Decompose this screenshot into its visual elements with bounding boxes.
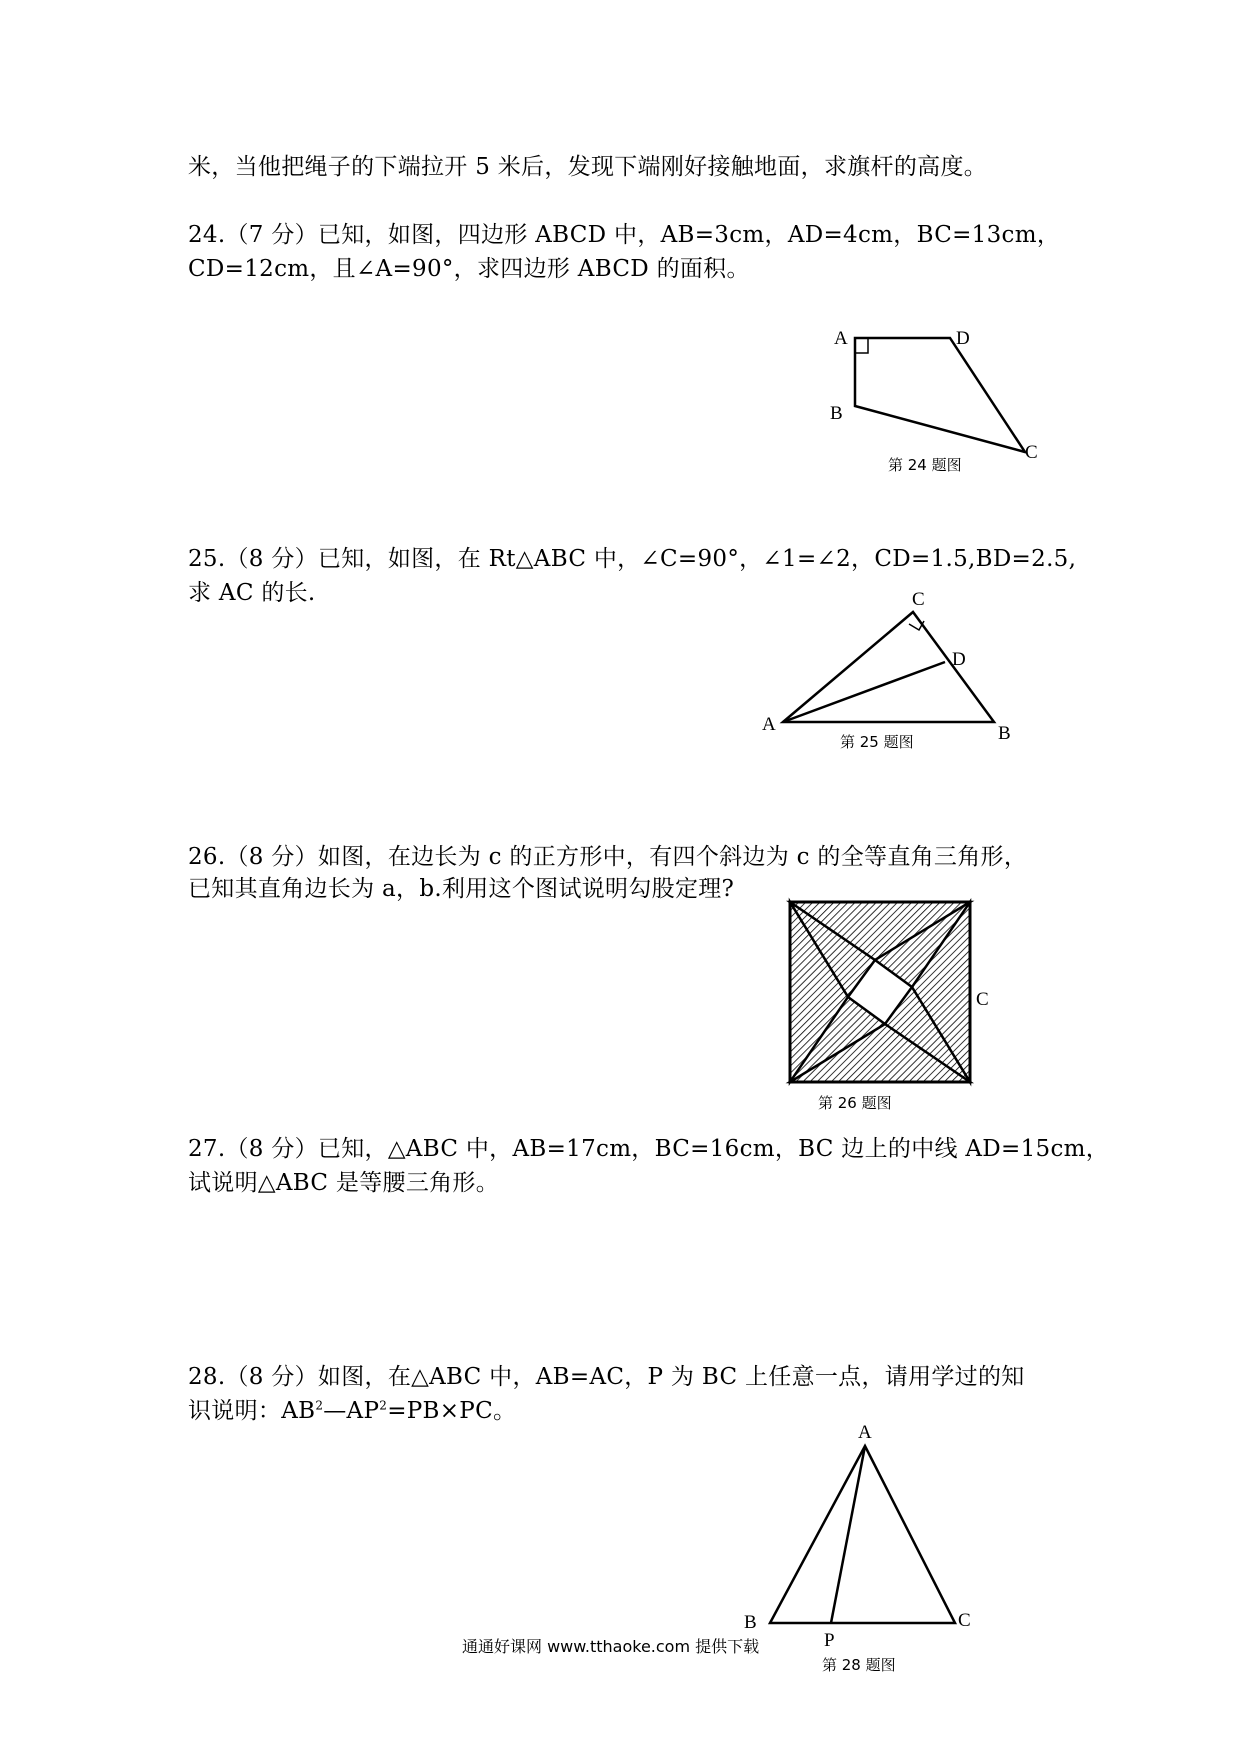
q28-superscript-2: 2	[379, 1398, 388, 1413]
q28-superscript-1: 2	[315, 1398, 324, 1413]
triangle-abc	[770, 1446, 955, 1623]
figure-28-caption: 第 28 题图	[822, 1656, 896, 1674]
label-d: D	[956, 328, 970, 349]
label-d: D	[952, 649, 966, 670]
q28-line2-mid: —AP	[323, 1398, 380, 1424]
q28-line2-suffix: =PB×PC。	[387, 1398, 517, 1424]
figure-26	[780, 892, 1020, 1122]
label-c: C	[912, 589, 925, 610]
label-c: C	[976, 989, 989, 1010]
label-a: A	[858, 1422, 872, 1443]
label-b: B	[830, 403, 843, 424]
q25-line1: 25.（8 分）已知，如图，在 Rt△ABC 中，∠C=90°，∠1=∠2，CD=1.5,BD=2.5,	[188, 546, 1077, 572]
label-b: B	[744, 1612, 757, 1633]
footer-source: 通通好课网 www.tthaoke.com 提供下载	[462, 1637, 760, 1656]
q28-line2	[188, 1396, 516, 1426]
label-c: C	[1025, 442, 1038, 463]
q28-line1: 28.（8 分）如图，在△ABC 中，AB=AC，P 为 BC 上任意一点，请用学过的知	[188, 1364, 1025, 1390]
q25-line2: 求 AC 的长.	[188, 580, 316, 606]
q27-line1: 27.（8 分）已知，△ABC 中，AB=17cm，BC=16cm，BC 边上的中线 AD=15cm，	[188, 1136, 1110, 1162]
q27-line2: 试说明△ABC 是等腰三角形。	[188, 1170, 500, 1196]
figure-25-caption: 第 25 题图	[840, 733, 914, 751]
q24-line1: 24.（7 分）已知，如图，四边形 ABCD 中，AB=3cm，AD=4cm，BC=13cm，	[188, 222, 1061, 248]
label-a: A	[762, 714, 776, 735]
q26-line2: 已知其直角边长为 a，b.利用这个图试说明勾股定理?	[188, 876, 735, 902]
intro-text: 米，当他把绳子的下端拉开 5 米后，发现下端刚好接触地面，求旗杆的高度。	[188, 154, 988, 180]
figure-26-caption: 第 26 题图	[818, 1094, 892, 1112]
figure-25	[752, 585, 1022, 760]
q26-line1: 26.（8 分）如图，在边长为 c 的正方形中，有四个斜边为 c 的全等直角三角形，	[188, 844, 1028, 870]
segment-ap	[831, 1446, 865, 1623]
right-angle-mark	[855, 338, 868, 353]
label-a: A	[834, 328, 848, 349]
segment-ad	[783, 662, 945, 722]
q24-line2: CD=12cm，且∠A=90°，求四边形 ABCD 的面积。	[188, 256, 750, 282]
figure-24-caption: 第 24 题图	[888, 456, 962, 474]
label-b: B	[998, 723, 1011, 744]
label-c: C	[958, 1610, 971, 1631]
q28-line2-prefix: 识说明：AB	[188, 1398, 316, 1424]
quadrilateral-abcd	[855, 338, 1025, 452]
figure-28	[730, 1416, 1000, 1686]
label-p: P	[824, 1630, 835, 1651]
figure-24	[820, 320, 1060, 480]
